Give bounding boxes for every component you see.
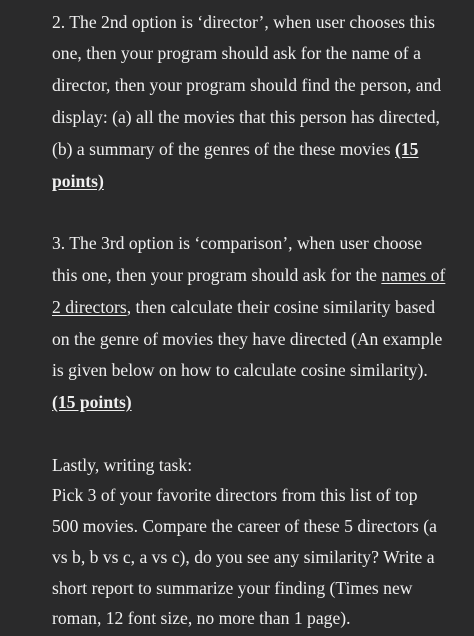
writing-task-line [52,610,351,628]
section2-points-label: points) [52,171,104,191]
writing-task-text: Pick 3 of your favorite directors from this list of top [52,485,418,505]
section3-points-label: (15 points) [52,392,132,412]
section2-line [52,77,441,95]
writing-task-text: short report to summarize your finding (Times new [52,578,413,598]
section2-line [52,141,418,159]
writing-task-text: 500 movies. Compare the career of these 5 directors (a [52,516,437,536]
section3-line [52,235,422,253]
section2-line [52,173,104,191]
section3-text: 3. The 3rd option is ‘comparison’, when user choose [52,233,423,253]
section3-text: , then calculate their cosine similarity based [126,297,436,317]
writing-task-heading-text: Lastly, writing task: [52,455,193,475]
section2-text: one, then your program should ask for the name of a [52,43,421,63]
writing-task-line [52,549,435,567]
section2-text: director, then your program should find the person, and [52,75,442,95]
section3-line [52,394,132,412]
writing-task-line [52,518,437,536]
section2-line [52,45,421,63]
section3-line [52,331,442,349]
section2-text: (b) a summary of the genres of the these movies [52,139,395,159]
names-of-directors-text: 2 directors [52,297,127,317]
section2-points-label: (15 [394,139,419,159]
section2-line [52,109,440,127]
section3-text: this one, then your program should ask for the [52,265,382,285]
writing-task-line [52,580,412,598]
writing-task-text: roman, 12 font size, no more than 1 page). [52,608,351,628]
section3-line [52,299,435,317]
section3-line [52,267,445,285]
section3-line [52,362,428,380]
names-of-directors-text: names of [381,265,446,285]
writing-task-heading [52,457,192,475]
writing-task-text: vs b, b vs c, a vs c), do you see any similarity? Write a [52,547,435,567]
section2-text: display: (a) all the movies that this person has directed, [52,107,440,127]
section3-text: on the genre of movies they have directed (An example [52,329,443,349]
section2-text: 2. The 2nd option is ‘director’, when user chooses this [52,12,435,32]
section3-text: is given below on how to calculate cosine similarity). [52,360,428,380]
section2-line [52,14,435,32]
writing-task-line [52,487,418,505]
